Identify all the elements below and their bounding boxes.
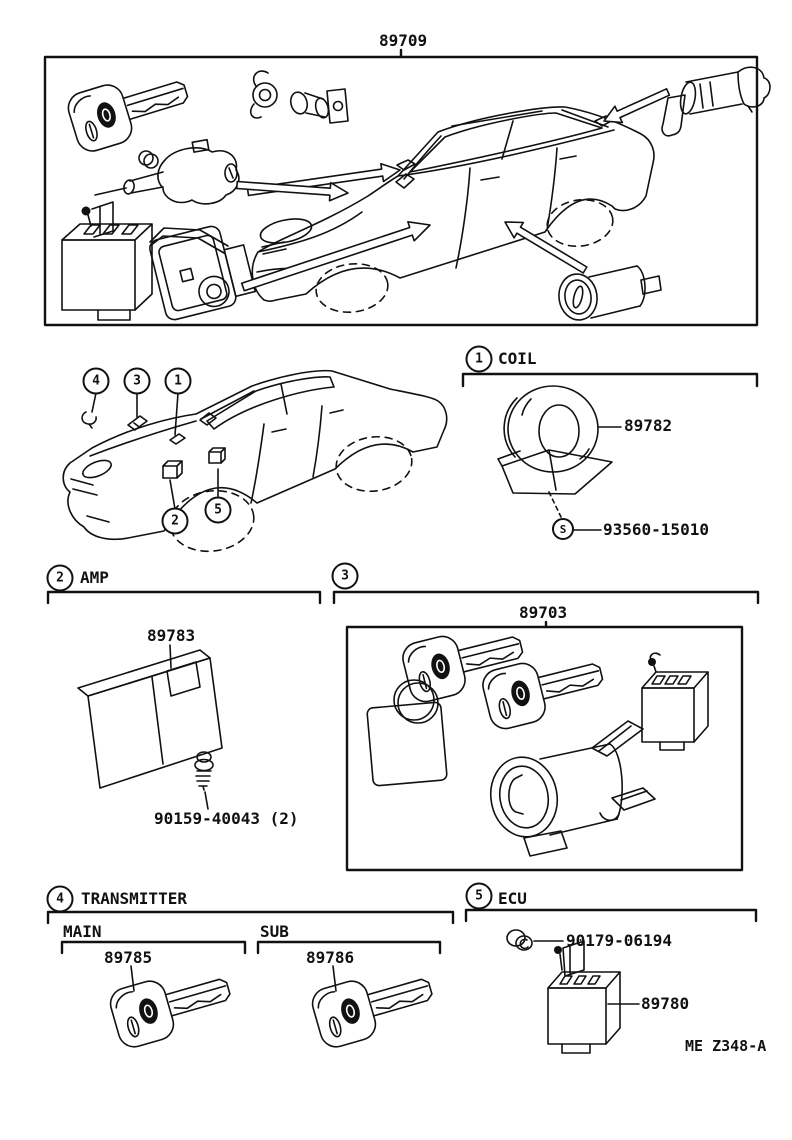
key-set-section-art [334,592,758,870]
amp-screw-part-number: 90159-40043 (2) [154,809,299,828]
screw-symbol: S [552,518,574,540]
door-lock-actuator-drawing [148,220,257,322]
coil-section-number: 1 [466,346,493,373]
car-location-drawing [63,371,446,557]
ecu-section-title: ECU [498,889,527,908]
transmitter-section-title: TRANSMITTER [81,889,187,908]
transmitter-sub-label: SUB [260,922,289,941]
transmitter-main-part-number: 89785 [104,948,153,967]
key-set-part-number: 89703 [519,603,568,622]
car-callout-5: 5 [205,497,232,524]
trunk-lock-cylinder-drawing [662,67,770,136]
coil-section-art [463,374,757,530]
key-set-section-number: 3 [332,563,359,590]
ecu-nut-part-number: 90179-06194 [566,931,672,950]
transmitter-section-art [48,912,453,1051]
figure-code: ME Z348-A [685,1037,767,1055]
car-callout-3: 3 [124,368,151,395]
amp-part-number: 89783 [147,626,196,645]
transmitter-main-label: MAIN [63,922,102,941]
amp-section-art [48,592,320,809]
transmitter-section-number: 4 [47,886,74,913]
transmitter-sub-part-number: 89786 [306,948,355,967]
door-lock-clamp-drawing [251,71,348,123]
amp-section-title: AMP [80,568,109,587]
car-callout-1: 1 [165,368,192,395]
car-callout-2: 2 [162,508,189,535]
coil-part-number: 89782 [624,416,673,435]
door-lock-cylinder-drawing [556,266,661,322]
ecu-part-number: 89780 [641,994,690,1013]
theft-warning-ecu-drawing [62,202,152,320]
ecu-section-number: 5 [466,883,493,910]
amp-section-number: 2 [47,565,74,592]
car-callout-4: 4 [83,368,110,395]
top-assembly-part-number: 89709 [379,31,428,50]
coil-screw-part-number: 93560-15010 [603,520,709,539]
steering-lock-drawing [95,140,239,204]
coil-section-title: COIL [498,349,537,368]
master-key-drawing [64,63,194,155]
